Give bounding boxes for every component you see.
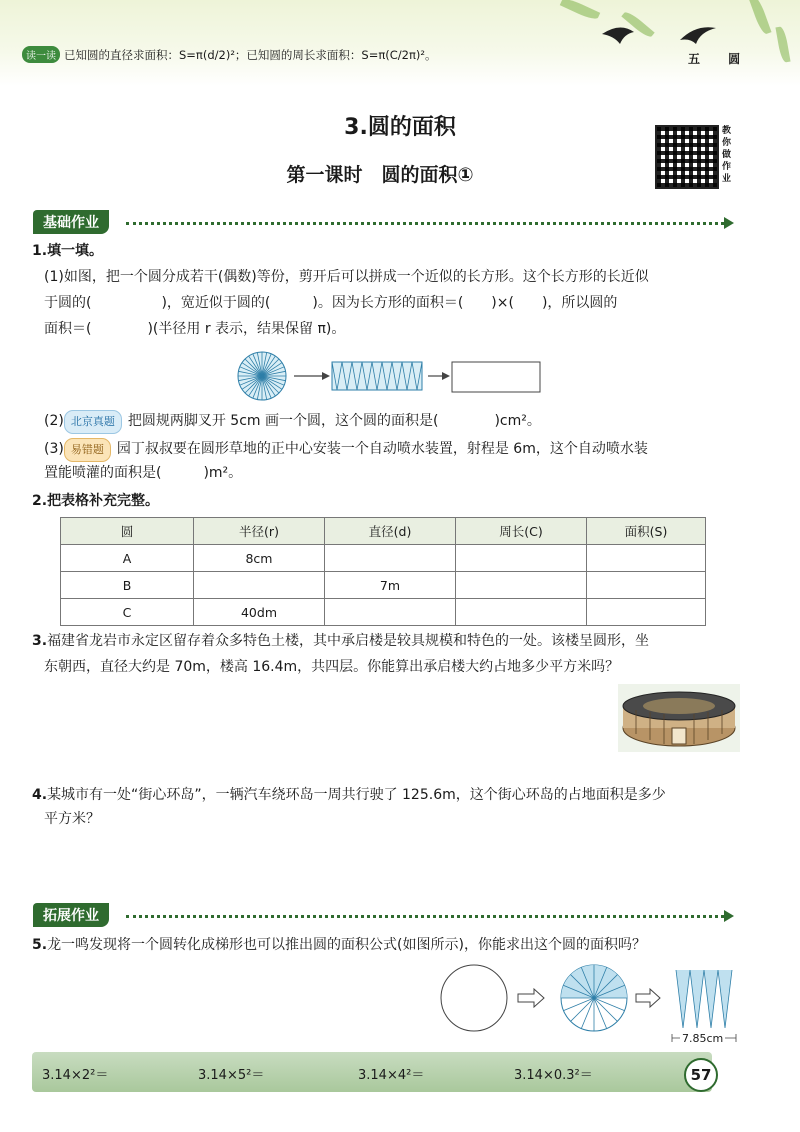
empty-rectangle (452, 362, 540, 392)
question-number: 2. (32, 493, 48, 509)
question-number: 4. (32, 787, 48, 803)
q1-part1-line1: (1)如图，把一个圆分成若干(偶数)等份，剪开后可以拼成一个近似的长方形。这个长方形的长近似 (44, 269, 649, 285)
question-title: 把表格补充完整。 (47, 493, 160, 509)
footer-calc: 3.14×5²＝ (198, 1068, 265, 1083)
dimension-label: 7.85cm (682, 1032, 724, 1045)
table-row (61, 599, 706, 626)
table-cell: 7m (325, 572, 456, 599)
header-tip-text: 已知圆的直径求面积：S=π(d/2)²；已知圆的周长求面积：S=π(C/2π)²。 (64, 48, 437, 62)
zigzag-rectangle (332, 362, 422, 390)
q1-part2-text: 把圆规两脚叉开 5cm 画一个圆，这个圆的面积是( )cm²。 (127, 413, 541, 429)
question-number: 1. (32, 243, 48, 259)
table-cell: 8cm (194, 545, 325, 572)
footer-calc: 3.14×4²＝ (358, 1068, 425, 1083)
table-cell: C (61, 599, 194, 626)
sectored-circle (561, 965, 627, 1031)
table-row (61, 572, 706, 599)
read-tag: 读一读 (22, 46, 60, 63)
hollow-arrow-icon (636, 989, 660, 1007)
qr-label: 教你做作业 (722, 126, 732, 184)
q1-part1-line3: 面积＝( )(半径用 r 表示，结果保留 π)。 (44, 321, 346, 337)
question-1-title (32, 240, 103, 262)
question-5-text: 龙一鸣发现将一个圆转化成梯形也可以推出圆的面积公式(如图所示)，你能求出这个圆的面积吗？ (47, 937, 646, 953)
question-3-text: 福建省龙岩市永定区留存着众多特色土楼，其中承启楼是较具规模和特色的一处。该楼呈圆形，坐 (47, 633, 650, 649)
question-2-title (32, 490, 159, 512)
table-header: 半径(r) (194, 518, 325, 545)
section-tag-extended: 拓展作业 (33, 903, 109, 927)
question-title: 填一填。 (47, 243, 104, 259)
table-row (61, 545, 706, 572)
arrow-icon (428, 372, 450, 380)
table-cell: B (61, 572, 194, 599)
sectored-circle (238, 352, 286, 400)
arrow-right-icon (724, 217, 734, 229)
qr-code-icon[interactable] (655, 125, 719, 189)
section-divider (126, 915, 724, 918)
table-cell[interactable] (456, 599, 587, 626)
table-cell: 40dm (194, 599, 325, 626)
q1-part2-label: (2) (44, 413, 64, 429)
q1-part3-line2: 置能喷灌的面积是( )m²。 (44, 465, 243, 481)
circle-table (60, 517, 706, 626)
table-header: 周长(C) (456, 518, 587, 545)
table-cell[interactable] (587, 545, 706, 572)
table-cell[interactable] (456, 572, 587, 599)
badge-error-prone: 易错题 (64, 438, 111, 462)
table-cell[interactable] (325, 545, 456, 572)
badge-beijing: 北京真题 (64, 410, 122, 434)
table-cell[interactable] (325, 599, 456, 626)
q1-part3 (44, 438, 648, 462)
table-header: 直径(d) (325, 518, 456, 545)
page-number: 57 (684, 1058, 718, 1092)
footer-calc: 3.14×0.3²＝ (514, 1068, 593, 1083)
footer-band (32, 1052, 712, 1092)
q1-part3-label: (3) (44, 441, 64, 457)
arrow-right-icon (724, 910, 734, 922)
trapezoid-strips (676, 970, 732, 1028)
question-3-line2: 东朝西，直径大约是 70m，楼高 16.4m，共四层。你能算出承启楼大约占地多少平方米吗？ (44, 659, 620, 675)
question-4-line2: 平方米？ (44, 811, 100, 827)
question-4-line1 (32, 784, 666, 806)
question-5-line1 (32, 934, 646, 956)
table-cell[interactable] (587, 599, 706, 626)
table-cell: A (61, 545, 194, 572)
tulou-building-image (618, 684, 740, 752)
q1-part3-line1: 园丁叔叔要在圆形草地的正中心安装一个自动喷水装置，射程是 6m，这个自动喷水装 (116, 441, 648, 457)
section-divider (126, 222, 724, 225)
arrow-icon (294, 372, 330, 380)
table-header: 圆 (61, 518, 194, 545)
question-number: 5. (32, 937, 48, 953)
q1-part1-line2: 于圆的( )，宽近似于圆的( )。因为长方形的面积＝( )×( )，所以圆的 (44, 295, 618, 311)
question-3-line1 (32, 630, 649, 652)
lesson-subtitle: 第一课时 圆的面积① (286, 164, 474, 186)
swallow-icon (600, 14, 720, 54)
question-number: 3. (32, 633, 48, 649)
footer-calc: 3.14×2²＝ (42, 1068, 109, 1083)
plain-circle (441, 965, 507, 1031)
section-tag-basic: 基础作业 (33, 210, 109, 234)
page-title: 3.圆的面积 (344, 115, 456, 140)
q1-part2 (44, 410, 541, 434)
table-cell[interactable] (194, 572, 325, 599)
table-header: 面积(S) (587, 518, 706, 545)
question-4-text: 某城市有一处“街心环岛”，一辆汽车绕环岛一周共行驶了 125.6m，这个街心环岛的占地面积是多少 (47, 787, 666, 803)
chapter-label: 五 圆 (688, 52, 753, 66)
table-header-row (61, 518, 706, 545)
table-cell[interactable] (587, 572, 706, 599)
hollow-arrow-icon (518, 989, 544, 1007)
circle-to-rectangle-diagram (236, 350, 546, 402)
header-tip (22, 46, 437, 63)
table-cell[interactable] (456, 545, 587, 572)
